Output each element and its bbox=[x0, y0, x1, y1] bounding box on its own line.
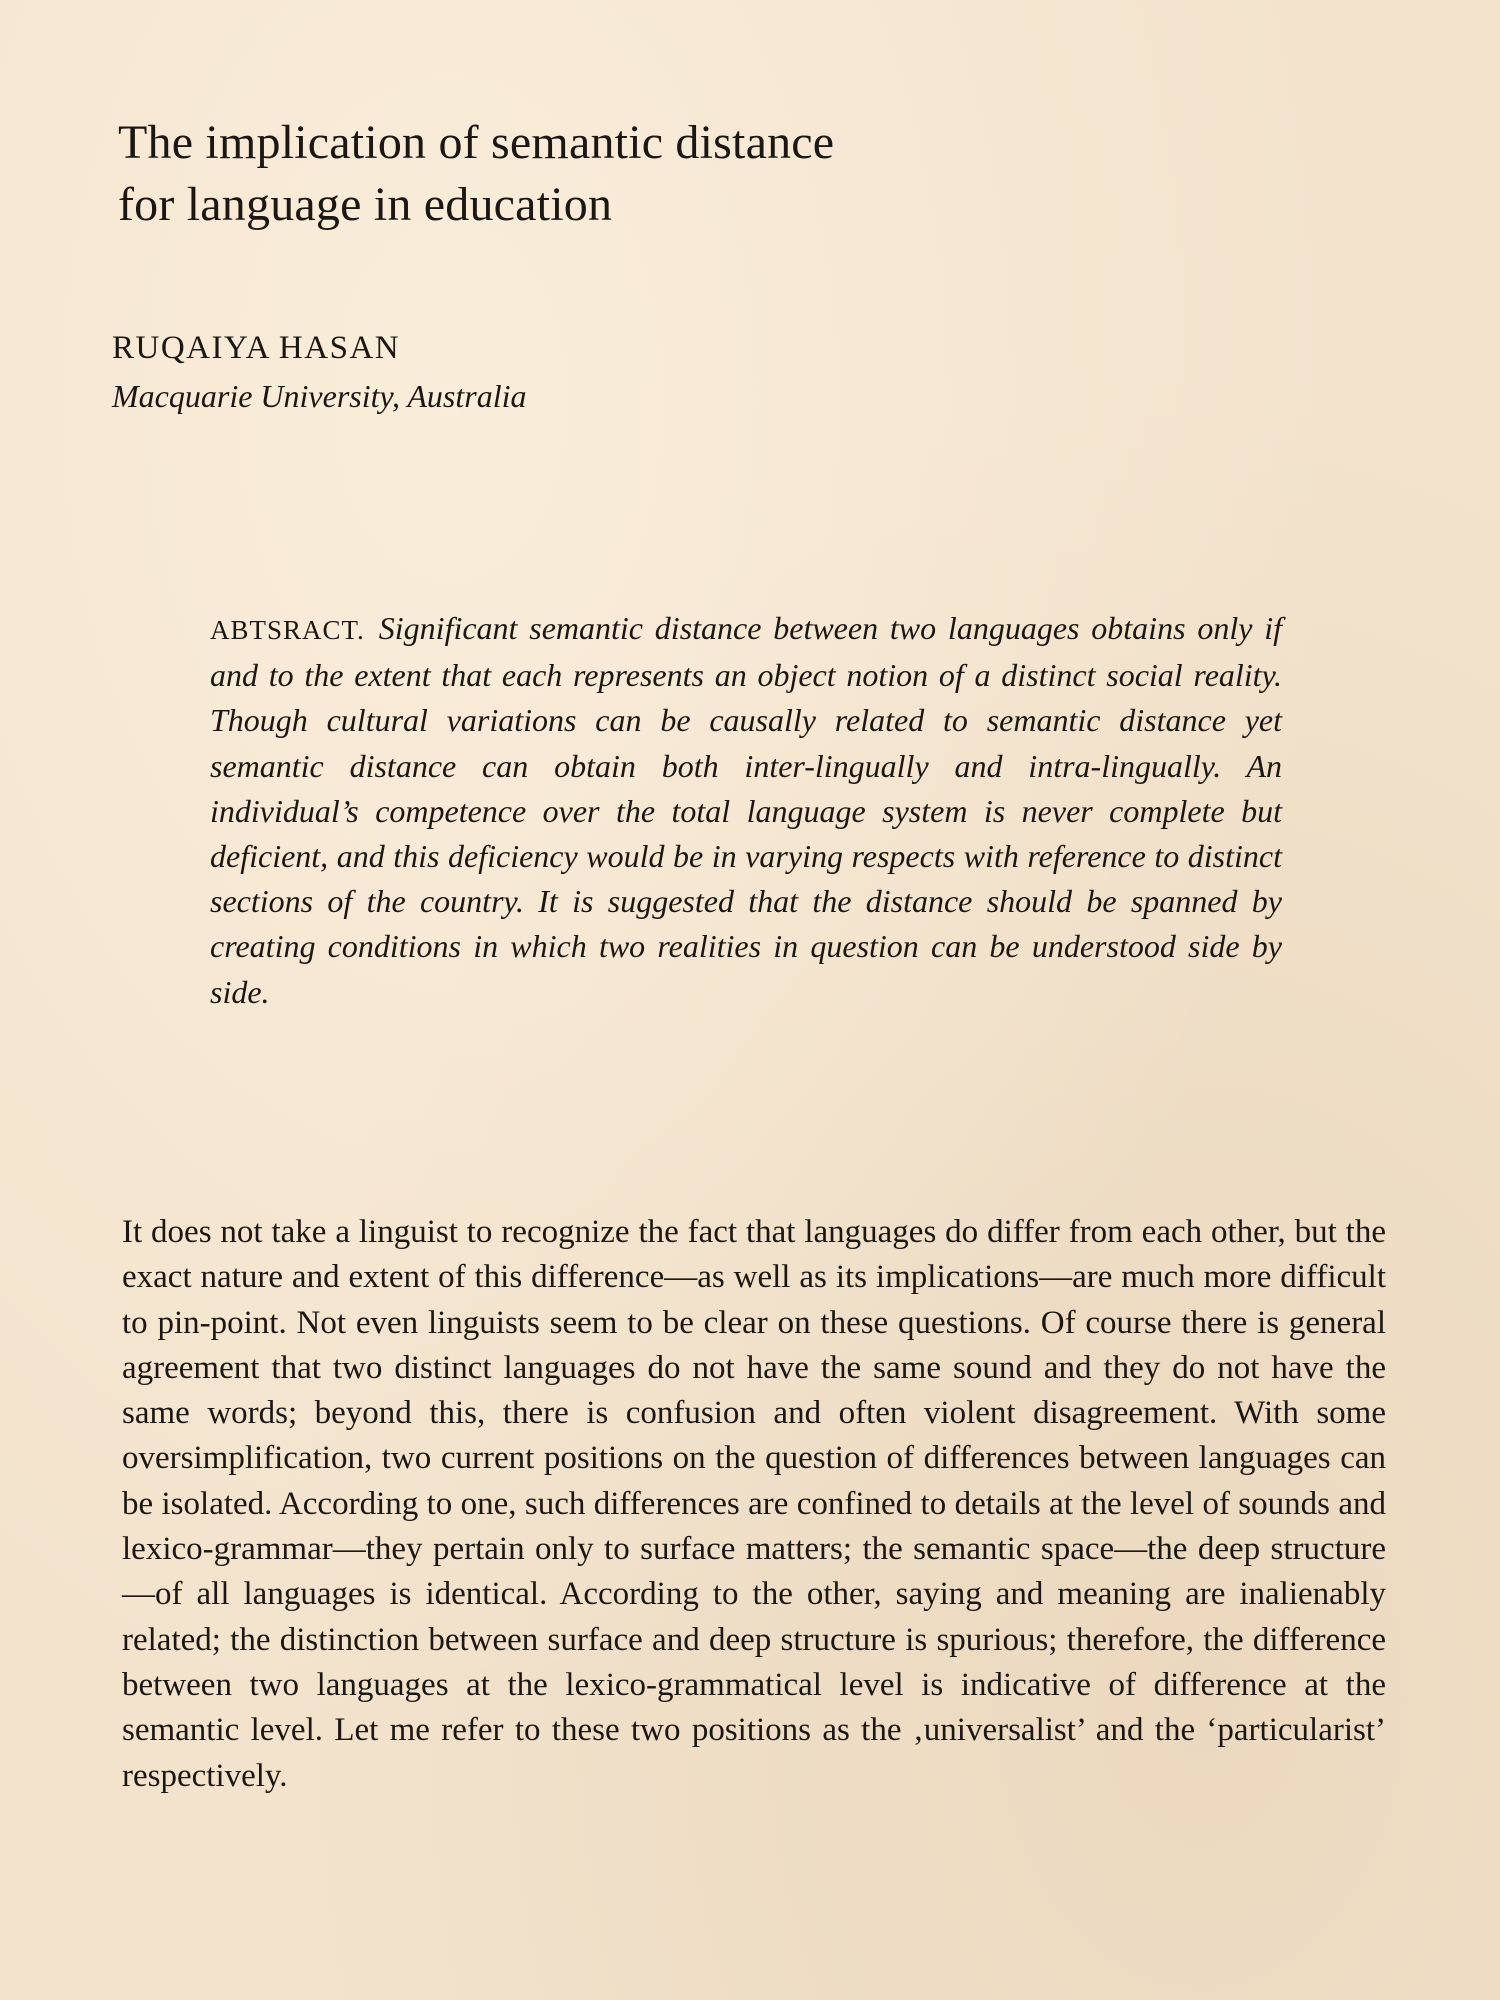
author-affiliation: Macquarie University, Australia bbox=[112, 378, 527, 414]
author-name: RUQAIYA HASAN bbox=[112, 330, 401, 366]
abstract bbox=[210, 606, 1282, 1015]
abstract-label: ABTSRACT. bbox=[210, 615, 365, 645]
article-title bbox=[118, 112, 1218, 236]
body-paragraph: It does not take a linguist to recognize the fact that languages do differ from each other, but the exact nature and extent of this difference—as well as its implications—are much more difficult to pin-point. Not even linguists seem to be clear on these questions. Of course there is general agreement that two distinct languages do not have the same sound and they do not have the same words; beyond this, there is confusion and often violent disagreement. With some oversimplification, two current positions on the question of differences between languages can be isolated. According to one, such differences are confined to details at the level of sounds and lexico-grammar—they pertain only to surface matters; the semantic space—the deep structure—of all languages is identical. According to the other, saying and meaning are inalienably related; the distinction between surface and deep structure is spurious; therefore, the difference between two languages at the lexico-grammatical level is indicative of difference at the semantic level. Let me refer to these two positions as the ‚universalist’ and the ‘particularist’ respectively. bbox=[122, 1214, 1386, 1794]
title-line-1: The implication of semantic distance bbox=[118, 116, 835, 169]
abstract-text: Significant semantic distance between two languages obtains only if and to the extent that each represents an object notion of a distinct social reality. Though cultural variations can be causally related to semantic distance yet semantic distance can obtain both inter-lingually and intra-lingually. An individual’s competence over the total language system is never complete but deficient, and this deficiency would be in varying respects with reference to distinct sections of the country. It is suggested that the distance should be spanned by creating conditions in which two realities in question can be understood side by side. bbox=[210, 610, 1282, 1010]
title-line-2: for language in education bbox=[118, 178, 613, 231]
